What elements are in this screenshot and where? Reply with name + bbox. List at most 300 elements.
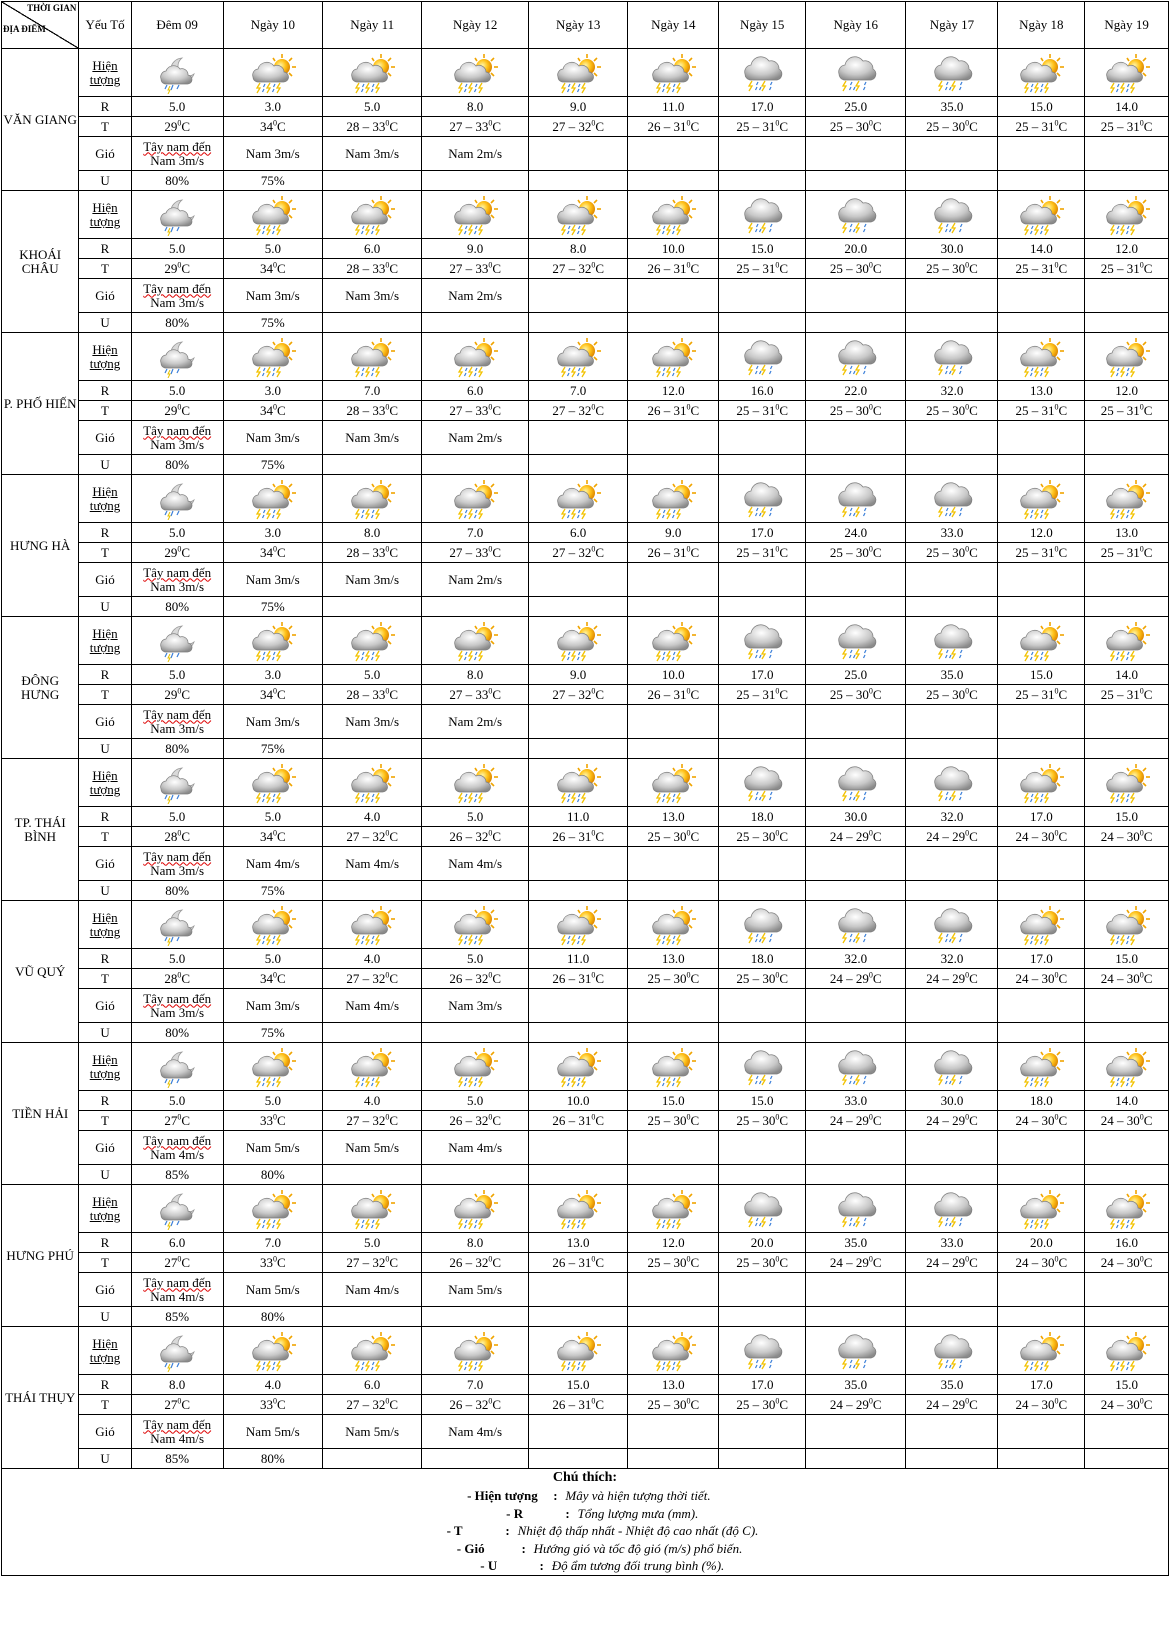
sun-cloud-thunderstorm-icon: [347, 1046, 397, 1088]
temp-number: 27 – 32: [552, 118, 592, 134]
row-label-rain: R: [79, 1375, 131, 1395]
empty-cell: [323, 1307, 422, 1327]
empty-cell: [323, 739, 422, 759]
temp-value: $27^0C$: [131, 1253, 223, 1273]
temp-number: 24 – 29: [926, 1112, 966, 1128]
empty-cell: [528, 881, 627, 901]
temp-number: 24 – 30: [1015, 1396, 1055, 1412]
sun-cloud-thunderstorm-icon: [648, 478, 698, 520]
sun-cloud-thunderstorm-icon: [1016, 1330, 1066, 1372]
empty-cell: [628, 1415, 719, 1449]
wind-line: Tây nam đến: [143, 706, 212, 722]
humidity-row: [2, 1307, 1169, 1327]
humidity-row: [2, 313, 1169, 333]
notes-row: [2, 1469, 1169, 1576]
humidity-value: 80%: [131, 739, 223, 759]
humidity-value: 75%: [223, 739, 322, 759]
weather-cell: [323, 759, 422, 807]
empty-cell: [528, 739, 627, 759]
weather-cell: [223, 901, 322, 949]
row-label-humidity: U: [79, 1165, 131, 1185]
phenomenon-row: [2, 1185, 1169, 1233]
temp-number: 26 – 31: [552, 970, 592, 986]
temp-value: $27^0C$: [131, 1111, 223, 1131]
location-name: TIỀN HẢI: [2, 1043, 79, 1185]
empty-cell: [998, 1131, 1085, 1165]
sun-cloud-thunderstorm-icon: [1016, 1046, 1066, 1088]
wind-line: Tây nam đến: [143, 990, 212, 1006]
wind-value: Nam 4m/s: [422, 847, 529, 881]
temp-number: 24 – 29: [926, 828, 966, 844]
row-label-humidity: U: [79, 881, 131, 901]
sun-cloud-thunderstorm-icon: [1016, 620, 1066, 662]
empty-cell: [628, 563, 719, 597]
row-label-temp: T: [79, 1111, 131, 1131]
weather-cell: [998, 333, 1085, 381]
row-label-rain: R: [79, 665, 131, 685]
sun-cloud-thunderstorm-icon: [248, 762, 298, 804]
sun-cloud-thunderstorm-icon: [1102, 194, 1152, 236]
row-label-wind: Gió: [79, 847, 131, 881]
sun-cloud-thunderstorm-icon: [450, 1046, 500, 1088]
legend-notes: [2, 1469, 1169, 1576]
rain-value: 30.0: [906, 239, 998, 259]
rain-value: 11.0: [528, 807, 627, 827]
rain-value: 8.0: [422, 665, 529, 685]
empty-cell: [906, 705, 998, 739]
temp-number: 27 – 33: [449, 118, 489, 134]
sun-cloud-thunderstorm-icon: [1102, 1046, 1152, 1088]
sun-cloud-thunderstorm-icon: [347, 762, 397, 804]
sun-cloud-thunderstorm-icon: [248, 336, 298, 378]
weather-cell: [528, 1185, 627, 1233]
rain-value: 20.0: [806, 239, 906, 259]
temp-value: $25 - 31^0C$: [719, 685, 806, 705]
temp-number: 26 – 32: [449, 1112, 489, 1128]
empty-cell: [906, 739, 998, 759]
weather-cell: [719, 333, 806, 381]
temperature-row: [2, 1395, 1169, 1415]
weather-cell: [223, 1327, 322, 1375]
weather-cell: [998, 1185, 1085, 1233]
empty-cell: [998, 313, 1085, 333]
empty-cell: [422, 1307, 529, 1327]
empty-cell: [1085, 1165, 1169, 1185]
sun-cloud-thunderstorm-icon: [450, 1330, 500, 1372]
temp-value: $26 - 32^0C$: [422, 1395, 529, 1415]
weather-cell: [223, 333, 322, 381]
temp-number: 28 – 33: [346, 686, 386, 702]
temp-value: $25 - 30^0C$: [906, 117, 998, 137]
temp-value: $24 - 30^0C$: [998, 969, 1085, 989]
temp-value: $26 - 32^0C$: [422, 969, 529, 989]
weather-cell: [528, 1043, 627, 1091]
weather-cell: [422, 49, 529, 97]
rain-value: 33.0: [806, 1091, 906, 1111]
temp-value: $26 - 31^0C$: [528, 827, 627, 847]
row-label-rain: R: [79, 1091, 131, 1111]
weather-cell: [528, 191, 627, 239]
weather-cell: [906, 759, 998, 807]
row-label-wind: Gió: [79, 1131, 131, 1165]
weather-cell: [1085, 617, 1169, 665]
temp-value: $25 - 31^0C$: [998, 401, 1085, 421]
weather-cell: [1085, 1185, 1169, 1233]
empty-cell: [1085, 137, 1169, 171]
temp-number: 25 – 30: [647, 1396, 687, 1412]
cloud-thunderstorm-rain-icon: [737, 904, 787, 946]
temp-number: 27 – 33: [449, 544, 489, 560]
weather-cell: [906, 191, 998, 239]
empty-cell: [422, 171, 529, 191]
rain-value: 3.0: [223, 523, 322, 543]
temp-value: $26 - 31^0C$: [528, 1253, 627, 1273]
empty-cell: [998, 279, 1085, 313]
note-item: [2, 1487, 1168, 1505]
temp-value: $25 - 30^0C$: [906, 543, 998, 563]
empty-cell: [422, 1449, 529, 1469]
temp-number: 29: [164, 118, 178, 134]
rain-value: 8.0: [131, 1375, 223, 1395]
temp-number: 27 – 32: [552, 260, 592, 276]
wind-value: Nam 5m/s: [223, 1415, 322, 1449]
empty-cell: [628, 847, 719, 881]
rain-value: 10.0: [528, 1091, 627, 1111]
empty-cell: [806, 455, 906, 475]
weather-cell: [998, 759, 1085, 807]
wind-value: [131, 989, 223, 1023]
temp-number: 25 – 30: [736, 1112, 776, 1128]
empty-cell: [806, 1023, 906, 1043]
rain-value: 5.0: [323, 1233, 422, 1253]
humidity-value: 75%: [223, 597, 322, 617]
weather-cell: [719, 1327, 806, 1375]
temp-number: 25 – 30: [736, 1396, 776, 1412]
empty-cell: [806, 279, 906, 313]
weather-cell: [806, 617, 906, 665]
sun-cloud-thunderstorm-icon: [648, 1046, 698, 1088]
temp-number: 24 – 30: [1100, 1254, 1140, 1270]
wind-line: Nam 3m/s: [150, 152, 205, 168]
rain-value: 14.0: [1085, 665, 1169, 685]
empty-cell: [806, 313, 906, 333]
weather-cell: [1085, 475, 1169, 523]
humidity-value: 80%: [131, 171, 223, 191]
weather-cell: [719, 191, 806, 239]
temperature-row: [2, 969, 1169, 989]
temp-number: 24 – 29: [829, 1254, 869, 1270]
temp-number: 27 – 33: [449, 402, 489, 418]
empty-cell: [806, 1131, 906, 1165]
temp-number: 24 – 29: [829, 828, 869, 844]
empty-cell: [719, 1131, 806, 1165]
sun-cloud-thunderstorm-icon: [347, 620, 397, 662]
cloud-thunderstorm-rain-icon: [831, 904, 881, 946]
temp-value: $25 - 31^0C$: [1085, 685, 1169, 705]
row-label-temp: T: [79, 259, 131, 279]
wind-value: Nam 5m/s: [323, 1131, 422, 1165]
wind-value: Nam 2m/s: [422, 563, 529, 597]
cloud-moon-rain-icon: [152, 336, 202, 378]
cloud-thunderstorm-rain-icon: [927, 194, 977, 236]
location-name: THÁI THỤY: [2, 1327, 79, 1469]
weather-cell: [323, 49, 422, 97]
rain-value: 4.0: [223, 1375, 322, 1395]
empty-cell: [528, 313, 627, 333]
cloud-thunderstorm-rain-icon: [831, 336, 881, 378]
weather-cell: [628, 901, 719, 949]
weather-cell: [131, 759, 223, 807]
wind-value: Nam 3m/s: [323, 563, 422, 597]
cloud-thunderstorm-rain-icon: [831, 620, 881, 662]
weather-cell: [806, 49, 906, 97]
temp-value: $25 - 30^0C$: [906, 685, 998, 705]
sun-cloud-thunderstorm-icon: [450, 1188, 500, 1230]
cloud-thunderstorm-rain-icon: [737, 52, 787, 94]
empty-cell: [528, 989, 627, 1023]
temp-value: $25 - 30^0C$: [628, 1111, 719, 1131]
row-label-rain: R: [79, 949, 131, 969]
rain-value: 8.0: [528, 239, 627, 259]
empty-cell: [1085, 881, 1169, 901]
rain-value: 17.0: [998, 807, 1085, 827]
empty-cell: [628, 171, 719, 191]
temp-number: 26 – 31: [647, 686, 687, 702]
temp-value: $28 - 33^0C$: [323, 401, 422, 421]
wind-value: [131, 1415, 223, 1449]
rain-value: 11.0: [628, 97, 719, 117]
weather-cell: [223, 1043, 322, 1091]
empty-cell: [719, 847, 806, 881]
temp-value: $34^0C$: [223, 401, 322, 421]
weather-cell: [998, 191, 1085, 239]
weather-cell: [806, 191, 906, 239]
temperature-row: [2, 685, 1169, 705]
cloud-thunderstorm-rain-icon: [737, 336, 787, 378]
temperature-row: [2, 401, 1169, 421]
sun-cloud-thunderstorm-icon: [347, 1330, 397, 1372]
row-label-text: Hiện tượng: [89, 341, 121, 371]
row-label-temp: T: [79, 543, 131, 563]
wind-row: [2, 989, 1169, 1023]
note-item: [2, 1557, 1168, 1575]
empty-cell: [528, 705, 627, 739]
temp-number: 25 – 31: [1015, 686, 1055, 702]
cloud-thunderstorm-rain-icon: [927, 52, 977, 94]
wind-value: [131, 1131, 223, 1165]
temp-number: 25 – 30: [647, 970, 687, 986]
empty-cell: [998, 1449, 1085, 1469]
rain-value: 17.0: [998, 1375, 1085, 1395]
sun-cloud-thunderstorm-icon: [248, 904, 298, 946]
sun-cloud-thunderstorm-icon: [248, 1330, 298, 1372]
rain-value: 12.0: [998, 523, 1085, 543]
weather-cell: [628, 617, 719, 665]
sun-cloud-thunderstorm-icon: [1102, 904, 1152, 946]
wind-line: Nam 3m/s: [150, 1004, 205, 1020]
temp-value: $26 - 31^0C$: [528, 1395, 627, 1415]
rain-value: 25.0: [806, 97, 906, 117]
temp-number: 28 – 33: [346, 544, 386, 560]
rain-row: [2, 807, 1169, 827]
row-label-phenomenon: [79, 1327, 131, 1375]
empty-cell: [719, 1273, 806, 1307]
temp-value: $24 - 29^0C$: [806, 969, 906, 989]
temp-value: $24 - 29^0C$: [906, 1395, 998, 1415]
rain-value: 10.0: [628, 665, 719, 685]
weather-cell: [998, 617, 1085, 665]
rain-value: 5.0: [131, 97, 223, 117]
rain-value: 5.0: [323, 97, 422, 117]
sun-cloud-thunderstorm-icon: [248, 1188, 298, 1230]
temp-value: $26 - 31^0C$: [628, 685, 719, 705]
empty-cell: [1085, 1449, 1169, 1469]
weather-cell: [131, 191, 223, 239]
rain-value: 4.0: [323, 1091, 422, 1111]
temp-value: $27 - 32^0C$: [323, 827, 422, 847]
temp-value: $25 - 31^0C$: [998, 685, 1085, 705]
wind-line: Nam 4m/s: [150, 1430, 205, 1446]
rain-value: 5.0: [223, 807, 322, 827]
weather-cell: [131, 901, 223, 949]
humidity-value: 80%: [131, 313, 223, 333]
empty-cell: [528, 137, 627, 171]
rain-value: 8.0: [323, 523, 422, 543]
note-sep: :: [553, 1488, 558, 1503]
cloud-thunderstorm-rain-icon: [737, 1188, 787, 1230]
weather-cell: [323, 901, 422, 949]
weather-cell: [628, 333, 719, 381]
wind-line: Tây nam đến: [143, 1274, 212, 1290]
note-sep: :: [565, 1505, 570, 1521]
weather-cell: [422, 475, 529, 523]
weather-cell: [528, 49, 627, 97]
temp-number: 25 – 30: [736, 970, 776, 986]
empty-cell: [323, 597, 422, 617]
weather-cell: [323, 191, 422, 239]
humidity-value: 80%: [223, 1449, 322, 1469]
rain-row: [2, 381, 1169, 401]
forecast-table: [1, 1, 1169, 1576]
rain-row: [2, 1233, 1169, 1253]
phenomenon-row: [2, 333, 1169, 381]
sun-cloud-thunderstorm-icon: [648, 194, 698, 236]
temp-value: $26 - 31^0C$: [528, 1111, 627, 1131]
empty-cell: [906, 455, 998, 475]
weather-cell: [998, 475, 1085, 523]
wind-value: [131, 421, 223, 455]
row-label-text: Hiện tượng: [89, 909, 121, 939]
wind-line: Nam 3m/s: [150, 720, 205, 736]
temp-value: $26 - 31^0C$: [628, 117, 719, 137]
temp-number: 25 – 30: [926, 260, 966, 276]
rain-value: 24.0: [806, 523, 906, 543]
rain-value: 5.0: [223, 239, 322, 259]
sun-cloud-thunderstorm-icon: [248, 620, 298, 662]
sun-cloud-thunderstorm-icon: [553, 194, 603, 236]
empty-cell: [323, 1023, 422, 1043]
empty-cell: [806, 1415, 906, 1449]
temperature-row: [2, 827, 1169, 847]
rain-row: [2, 665, 1169, 685]
empty-cell: [719, 705, 806, 739]
phenomenon-row: [2, 1327, 1169, 1375]
temp-number: 24 – 30: [1015, 1112, 1055, 1128]
temp-number: 26 – 31: [552, 828, 592, 844]
temp-number: 25 – 31: [1015, 544, 1055, 560]
cloud-thunderstorm-rain-icon: [831, 1046, 881, 1088]
temp-value: $25 - 31^0C$: [1085, 259, 1169, 279]
rain-row: [2, 949, 1169, 969]
temp-number: 29: [164, 686, 178, 702]
weather-cell: [422, 1043, 529, 1091]
rain-value: 32.0: [906, 381, 998, 401]
weather-cell: [906, 475, 998, 523]
rain-value: 5.0: [223, 1091, 322, 1111]
humidity-row: [2, 1449, 1169, 1469]
weather-cell: [131, 1185, 223, 1233]
weather-cell: [628, 475, 719, 523]
temp-number: 33: [260, 1112, 273, 1128]
empty-cell: [906, 1273, 998, 1307]
note-key: - Hiện tượng: [467, 1488, 538, 1503]
row-label-text: Hiện tượng: [89, 483, 121, 513]
empty-cell: [323, 1449, 422, 1469]
temperature-row: [2, 117, 1169, 137]
element-header: Yếu Tố: [79, 2, 131, 49]
humidity-row: [2, 1165, 1169, 1185]
empty-cell: [528, 1307, 627, 1327]
sun-cloud-thunderstorm-icon: [648, 762, 698, 804]
temp-value: $28^0C$: [131, 969, 223, 989]
empty-cell: [528, 1415, 627, 1449]
rain-value: 11.0: [528, 949, 627, 969]
weather-cell: [528, 901, 627, 949]
temp-number: 27 – 32: [552, 686, 592, 702]
rain-value: 30.0: [806, 807, 906, 827]
empty-cell: [906, 1131, 998, 1165]
wind-value: [131, 137, 223, 171]
wind-value: [131, 279, 223, 313]
sun-cloud-thunderstorm-icon: [1102, 52, 1152, 94]
empty-cell: [998, 1023, 1085, 1043]
location-name: TP. THÁI BÌNH: [2, 759, 79, 901]
wind-line: Nam 3m/s: [150, 862, 205, 878]
temp-number: 28: [164, 970, 178, 986]
temp-number: 27: [164, 1112, 178, 1128]
temp-number: 25 – 31: [736, 260, 776, 276]
empty-cell: [719, 313, 806, 333]
day-header: Ngày 13: [528, 2, 627, 49]
weather-cell: [719, 1185, 806, 1233]
rain-value: 3.0: [223, 381, 322, 401]
rain-value: 20.0: [998, 1233, 1085, 1253]
wind-value: Nam 3m/s: [223, 279, 322, 313]
empty-cell: [906, 421, 998, 455]
rain-value: 5.0: [323, 665, 422, 685]
temp-number: 34: [260, 402, 273, 418]
sun-cloud-thunderstorm-icon: [1102, 620, 1152, 662]
rain-value: 17.0: [719, 1375, 806, 1395]
humidity-row: [2, 739, 1169, 759]
temp-value: $25 - 30^0C$: [806, 543, 906, 563]
weather-cell: [628, 1185, 719, 1233]
sun-cloud-thunderstorm-icon: [1016, 762, 1066, 804]
weather-cell: [628, 49, 719, 97]
empty-cell: [719, 421, 806, 455]
weather-cell: [223, 1185, 322, 1233]
weather-cell: [998, 901, 1085, 949]
